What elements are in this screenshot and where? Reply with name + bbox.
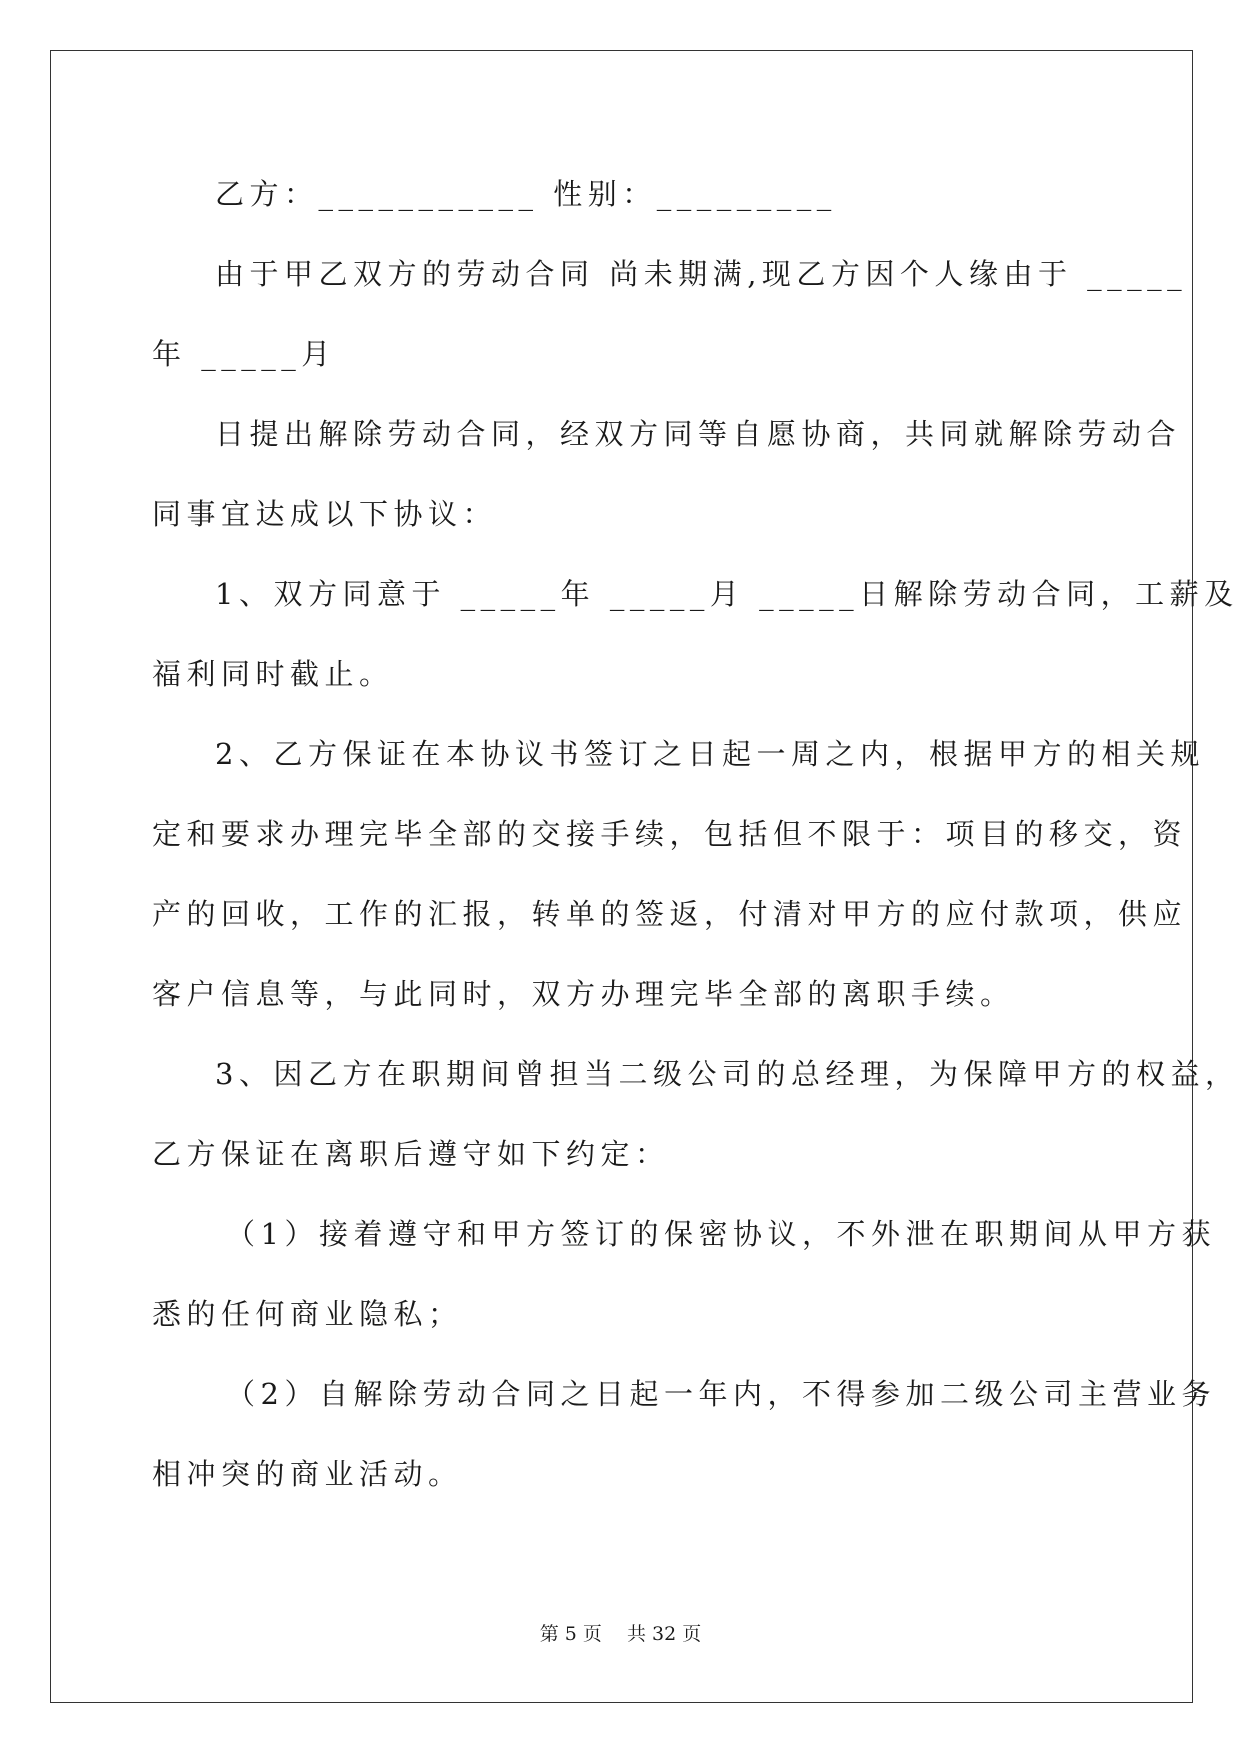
sub-clause-2-line-2: 相冲突的商业活动。 [152,1457,463,1491]
clause-3-line-2: 乙方保证在离职后遵守如下约定： [152,1137,670,1171]
sub-clause-1-line-1: （1）接着遵守和甲方签订的保密协议，不外泄在职期间从甲方获 [226,1217,1216,1251]
paragraph-intro-line-1: 由于甲乙双方的劳动合同 尚未期满,现乙方因个人缘由于 _____ [215,257,1188,291]
clause-2-line-4: 客户信息等，与此同时，双方办理完毕全部的离职手续。 [152,977,1015,1011]
clause-2-line-1: 2、乙方保证在本协议书签订之日起一周之内，根据甲方的相关规 [215,737,1205,771]
paragraph-intro-line-4: 同事宜达成以下协议： [152,497,498,531]
clause-2-line-3: 产的回收，工作的汇报，转单的签返，付清对甲方的应付款项，供应 [152,897,1188,931]
party-b-line: 乙方：___________ 性别：_________ [215,177,837,211]
clause-2-line-2: 定和要求办理完毕全部的交接手续，包括但不限于：项目的移交，资 [152,817,1188,851]
clause-1-line-2: 福利同时截止。 [152,657,394,691]
clause-3-line-1: 3、因乙方在职期间曾担当二级公司的总经理，为保障甲方的权益， [215,1057,1240,1091]
paragraph-intro-line-3: 日提出解除劳动合同，经双方同等自愿协商，共同就解除劳动合 [215,417,1182,451]
clause-1-line-1: 1、双方同意于 _____年 _____月 _____日解除劳动合同，工薪及 [215,577,1239,611]
paragraph-intro-line-2: 年 _____月 [152,337,336,371]
page-number-footer: 第 5 页 共 32 页 [539,1623,702,1645]
sub-clause-2-line-1: （2）自解除劳动合同之日起一年内，不得参加二级公司主营业务 [226,1377,1216,1411]
sub-clause-1-line-2: 悉的任何商业隐私； [152,1297,463,1331]
